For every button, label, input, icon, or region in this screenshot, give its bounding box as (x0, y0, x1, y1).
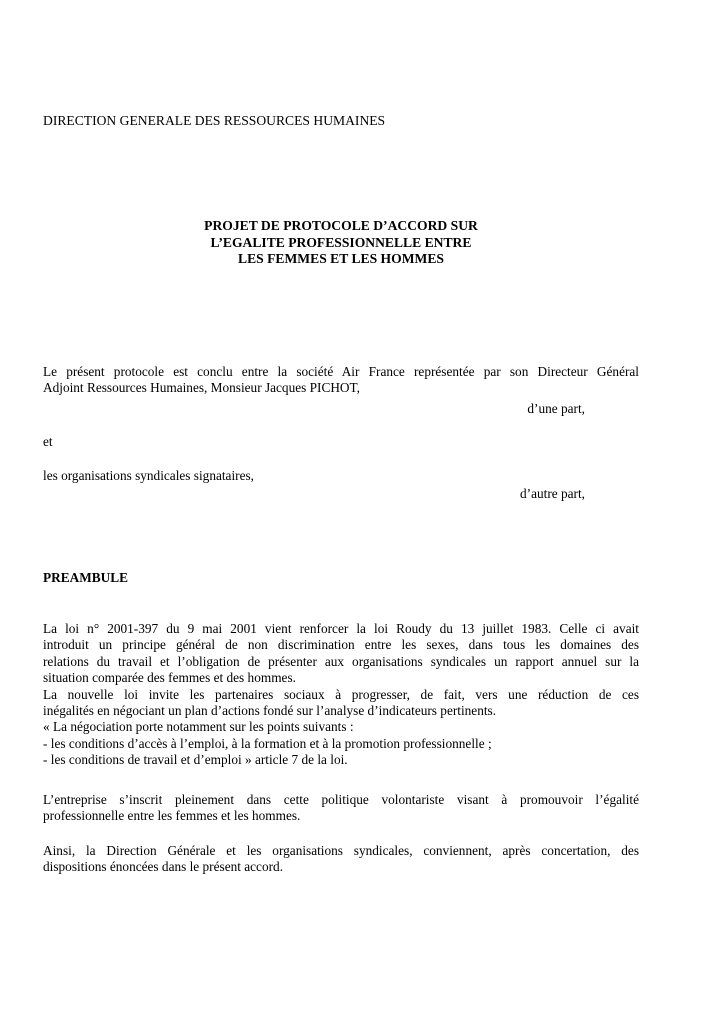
paragraph-line: situation comparée des femmes et des hommes. (43, 670, 296, 686)
paragraph-line: L’entreprise s’inscrit pleinement dans cette politique volontariste visant à promouvoir l’égalité (43, 792, 639, 807)
document-title (43, 218, 639, 268)
paragraph-line: introduit un principe général de non discrimination entre les sexes, dans tous les domaines des (43, 637, 639, 653)
parties-intro-line: Adjoint Ressources Humaines, Monsieur Jacques PICHOT, (43, 380, 360, 396)
parties-intro-line: Le présent protocole est conclu entre la société Air France représentée par son Directeur Général (43, 364, 639, 379)
paragraph-line: relations du travail et l’obligation de présenter aux organisations syndicales un rapport annuel sur la (43, 653, 639, 669)
paragraph-line: La loi n° 2001-397 du 9 mai 2001 vient renforcer la loi Roudy du 13 juillet 1983. Celle ci avait (43, 621, 639, 636)
paragraph-line: dispositions énoncées dans le présent accord. (43, 859, 284, 875)
preamble-paragraph-1 (43, 621, 639, 769)
preamble-paragraph-4 (43, 843, 639, 876)
preamble-paragraph-3 (43, 792, 639, 825)
header-organization: DIRECTION GENERALE DES RESSOURCES HUMAINES (43, 113, 386, 128)
paragraph-line: Ainsi, la Direction Générale et les organisations syndicales, conviennent, après concertation, des (43, 843, 639, 858)
quote-line: - les conditions de travail et d’emploi » article 7 de la loi. (43, 752, 348, 768)
paragraph-line: La nouvelle loi invite les partenaires sociaux à progresser, de fait, vers une réduction de ces (43, 686, 639, 702)
part-two-label: d’autre part, (520, 486, 585, 501)
part-one-label: d’une part, (527, 401, 585, 416)
parties-intro (43, 364, 639, 397)
title-line: L’EGALITE PROFESSIONNELLE ENTRE (210, 234, 472, 250)
title-line: LES FEMMES ET LES HOMMES (238, 251, 444, 267)
preamble-heading: PREAMBULE (43, 570, 128, 585)
paragraph-line: inégalités en négociant un plan d’actions fondé sur l’analyse d’indicateurs pertinents. (43, 703, 497, 719)
paragraph-line: professionnelle entre les femmes et les hommes. (43, 808, 301, 824)
and-connector: et (43, 434, 53, 449)
unions-line: les organisations syndicales signataires, (43, 468, 254, 483)
quote-line: « La négociation porte notamment sur les points suivants : (43, 719, 354, 735)
quote-line: - les conditions d’accès à l’emploi, à la formation et à la promotion professionnelle ; (43, 735, 492, 751)
title-line: PROJET DE PROTOCOLE D’ACCORD SUR (204, 218, 478, 233)
